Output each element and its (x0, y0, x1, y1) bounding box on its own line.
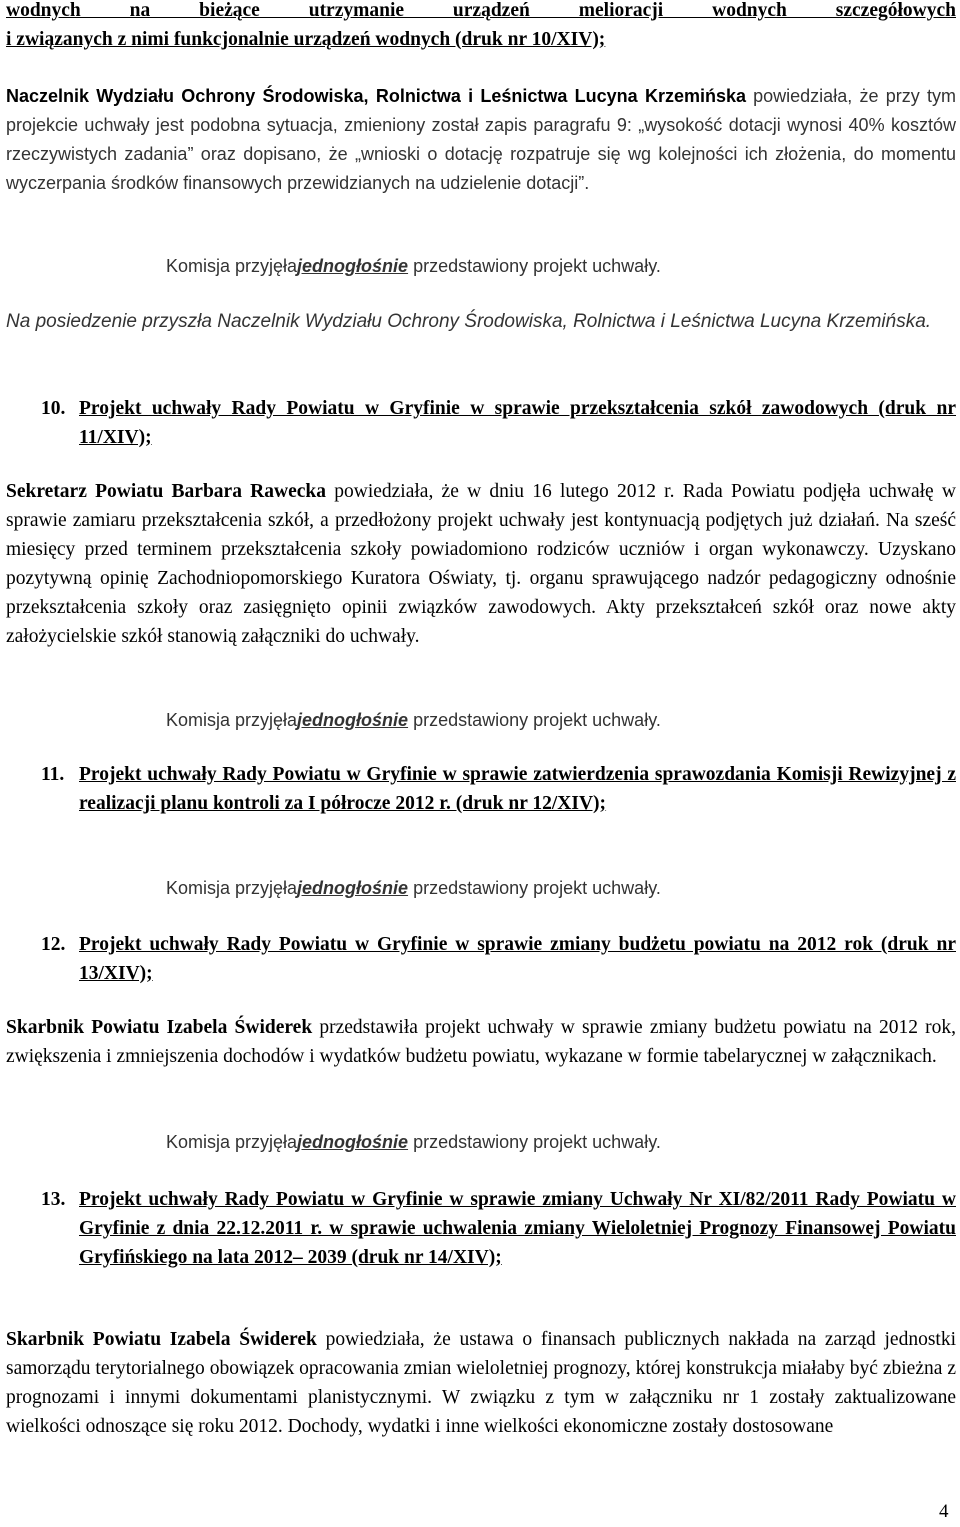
item9-title-line1: wodnych na bieżące utrzymanie urządzeń melioracji wodnych szczegółowych (6, 0, 956, 21)
item13-number: 13. (41, 1189, 66, 1210)
naczelnik-statement: powiedziała, że przy tym projekcie uchwały jest podobna sytuacja, zmieniony został zapis paragrafu 9: „wysokość dotacji wynosi 40% kosztów rzeczywistych zadania” oraz dopisano, że „wnioski o dotację rozpatruje się wg kolejności ich złożenia, do momentu wyczerpania środków finansowych przewidzianych na udzielenie dotacji”. (6, 86, 957, 193)
attendance-note (6, 307, 956, 336)
item11-title-text: Projekt uchwały Rady Powiatu w Gryfinie w sprawie zatwierdzenia sprawozdania Komisji Rewizyjnej z realizacji planu kontroli za I półrocze 2012 r. (druk nr 12/XIV); (79, 764, 956, 814)
commission-vote-3: Komisja przyjęłajednogłośnie przedstawiony projekt uchwały. (166, 878, 661, 898)
item13-title (79, 1185, 956, 1272)
item9-title-continuation (6, 0, 956, 54)
page-number: 4 (939, 1501, 949, 1522)
item10-number: 10. (41, 398, 66, 419)
item12-number: 12. (41, 934, 66, 955)
item11-number: 11. (41, 764, 65, 785)
item10-title-text: Projekt uchwały Rady Powiatu w Gryfinie w sprawie przekształcenia szkół zawodowych (druk nr 11/XIV); (79, 398, 956, 448)
item13-title-text: Projekt uchwały Rady Powiatu w Gryfinie w sprawie zmiany Uchwały Nr XI/82/2011 Rady Powiatu w Gryfinie z dnia 22.12.2011 r. w sprawie uchwalenia zmiany Wieloletniej Prognozy Finansowej Powiatu Gryfińskiego na lata 2012– 2039 (druk nr 14/XIV); (79, 1189, 956, 1268)
item10-title (79, 394, 956, 452)
item12-title-text: Projekt uchwały Rady Powiatu w Gryfinie w sprawie zmiany budżetu powiatu na 2012 rok (druk nr 13/XIV); (79, 934, 956, 984)
naczelnik-paragraph (6, 82, 956, 198)
commission-vote-prefix: Komisja przyjęła (166, 256, 298, 276)
commission-vote-unanimous: jednogłośnie (297, 256, 409, 276)
item10-paragraph-text: Sekretarz Powiatu Barbara Rawecka powiedziała, że w dniu 16 lutego 2012 r. Rada Powiatu podjęła uchwałę w sprawie zamiaru przekształcenia szkół, a przedłożony projekt uchwały jest kontynuacją podjętych już działań. Na sześć miesięcy przed terminem przekształcenia szkoły powiadomiono rodziców uczniów i organ wykonawczy. Uzyskano pozytywną opinię Zachodniopomorskiego Kuratora Oświaty, tj. organu sprawującego nadzór pedagogiczny odnośnie przekształcenia szkoły oraz zasięgnięto opinii związków zawodowych. Akty przekształceń szkół oraz nowe akty założycielskie szkół stanowią załączniki do uchwały. (6, 481, 957, 647)
speaker-skarbnik: Skarbnik Powiatu Izabela Świderek (6, 1017, 313, 1038)
item13-paragraph-text: Skarbnik Powiatu Izabela Świderek powiedziała, że ustawa o finansach publicznych nakłada na zarząd jednostki samorządu terytorialnego obowiązek opracowania zmian wieloletniej prognozy, której konstrukcja miałaby być zbieżna z prognozami i innymi dokumentami planistycznymi. W związku z tym w załączniku nr 1 zostały zaktualizowane wielkości odnoszące się roku 2012. Dochody, wydatki i inne wielkości ekonomiczne zostały dostosowane (6, 1329, 956, 1437)
item13-paragraph (6, 1325, 956, 1441)
speaker-naczelnik: Naczelnik Wydziału Ochrony Środowiska, Rolnictwa i Leśnictwa Lucyna Krzemińska (6, 86, 746, 106)
attendance-note-text: Na posiedzenie przyszła Naczelnik Wydziału Ochrony Środowiska, Rolnictwa i Leśnictwa Lucyna Krzemińska. (6, 311, 932, 332)
commission-vote-2: Komisja przyjęłajednogłośnie przedstawiony projekt uchwały. (166, 710, 661, 730)
speaker-sekretarz: Sekretarz Powiatu Barbara Rawecka (6, 481, 326, 502)
commission-vote-1 (166, 252, 661, 281)
item9-title-line2: i związanych z nimi funkcjonalnie urządzeń wodnych (druk nr 10/XIV); (6, 29, 606, 50)
item10-paragraph (6, 477, 956, 651)
item12-paragraph-text: Skarbnik Powiatu Izabela Świderek przedstawiła projekt uchwały w sprawie zmiany budżetu powiatu na 2012 rok, zwiększenia i zmniejszenia dochodów i wydatków budżetu powiatu, wykazane w formie tabelarycznej w załącznikach. (6, 1017, 956, 1067)
speaker-skarbnik-2: Skarbnik Powiatu Izabela Świderek (6, 1329, 317, 1350)
commission-vote-4: Komisja przyjęłajednogłośnie przedstawiony projekt uchwały. (166, 1132, 661, 1152)
item11-title (79, 760, 956, 818)
item12-title (79, 930, 956, 988)
commission-vote-suffix: przedstawiony projekt uchwały. (413, 256, 661, 276)
naczelnik-paragraph-text (6, 82, 956, 198)
item12-paragraph (6, 1013, 956, 1071)
